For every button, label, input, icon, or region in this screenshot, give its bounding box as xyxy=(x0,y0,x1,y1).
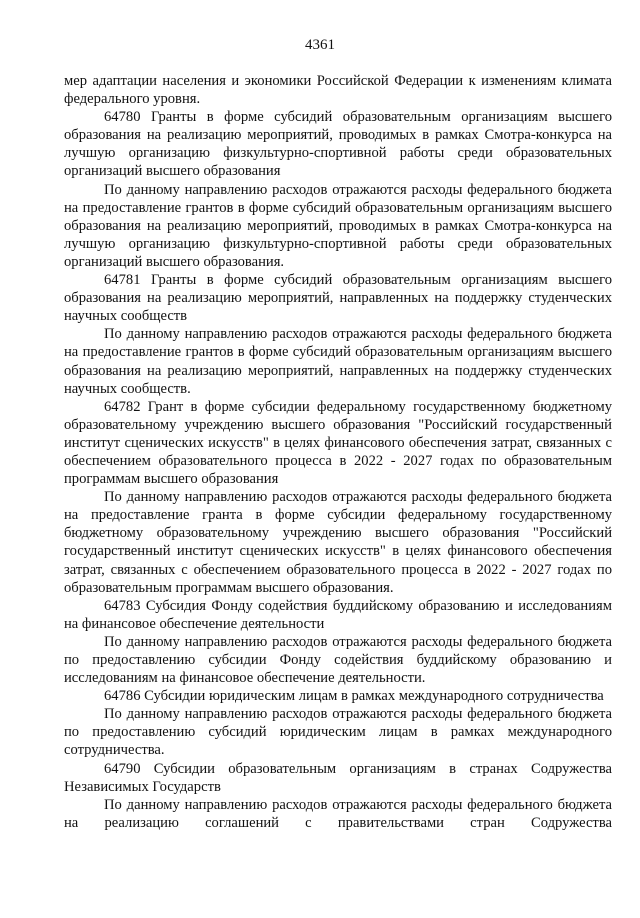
section-heading-64782: 64782 Грант в форме субсидии федеральному государственному бюджетному образовательному учреждению высшего образования "Российский государственный институт сценических искусств" в целях финансового обеспечения затрат, связанных с обеспечением образовательного процесса в 2022 - 2027 годах по образовательным программам высшего образования xyxy=(64,398,612,488)
paragraph-continuation: мер адаптации населения и экономики Российской Федерации к изменениям климата федерального уровня. xyxy=(64,73,612,108)
section-heading-64790: 64790 Субсидии образовательным организациям в странах Содружества Независимых Государств xyxy=(64,760,612,795)
paragraph-64782-description: По данному направлению расходов отражаются расходы федерального бюджета на предоставление гранта в форме субсидии федеральному государственному бюджетному образовательному учреждению высшего образования "Российский государственный институт сценических искусств" в целях финансового обеспечения затрат, связанных с обеспечением образовательного процесса в 2022 - 2027 годах по образовательным программам высшего образования. xyxy=(64,489,612,596)
paragraph-64790-description: По данному направлению расходов отражаются расходы федерального бюджета на реализацию соглашений с правительствами стран Содружества xyxy=(64,796,612,831)
paragraph-64781-description: По данному направлению расходов отражаются расходы федерального бюджета на предоставление грантов в форме субсидий образовательным организациям высшего образования на реализацию мероприятий, направленных на поддержку студенческих научных сообществ. xyxy=(64,326,612,397)
paragraph-64786-description: По данному направлению расходов отражаются расходы федерального бюджета по предоставлению субсидий юридическим лицам в рамках международного сотрудничества. xyxy=(64,706,612,759)
section-heading-64781: 64781 Гранты в форме субсидий образовательным организациям высшего образования на реализацию мероприятий, направленных на поддержку студенческих научных сообществ xyxy=(64,272,612,325)
section-heading-64786: 64786 Субсидии юридическим лицам в рамках международного сотрудничества xyxy=(104,688,604,705)
document-body xyxy=(64,72,612,832)
paragraph-64780-description: По данному направлению расходов отражаются расходы федерального бюджета на предоставление грантов в форме субсидий образовательным организациям высшего образования на реализацию мероприятий, проводимых в рамках Смотра-конкурса на лучшую организацию физкультурно-спортивной работы среди образовательных организаций высшего образования. xyxy=(64,181,612,270)
section-heading-64780: 64780 Гранты в форме субсидий образовательным организациям высшего образования на реализацию мероприятий, проводимых в рамках Смотра-конкурса на лучшую организацию физкультурно-спортивной работы среди образовательных организаций высшего образования xyxy=(64,109,612,180)
page-number: 4361 xyxy=(305,37,335,53)
paragraph-64783-description: По данному направлению расходов отражаются расходы федерального бюджета по предоставлению субсидии Фонду содействия буддийскому образованию и исследованиям на финансовое обеспечение деятельности. xyxy=(64,633,612,687)
section-heading-64783: 64783 Субсидия Фонду содействия буддийскому образованию и исследованиям на финансовое обеспечение деятельности xyxy=(64,597,612,632)
